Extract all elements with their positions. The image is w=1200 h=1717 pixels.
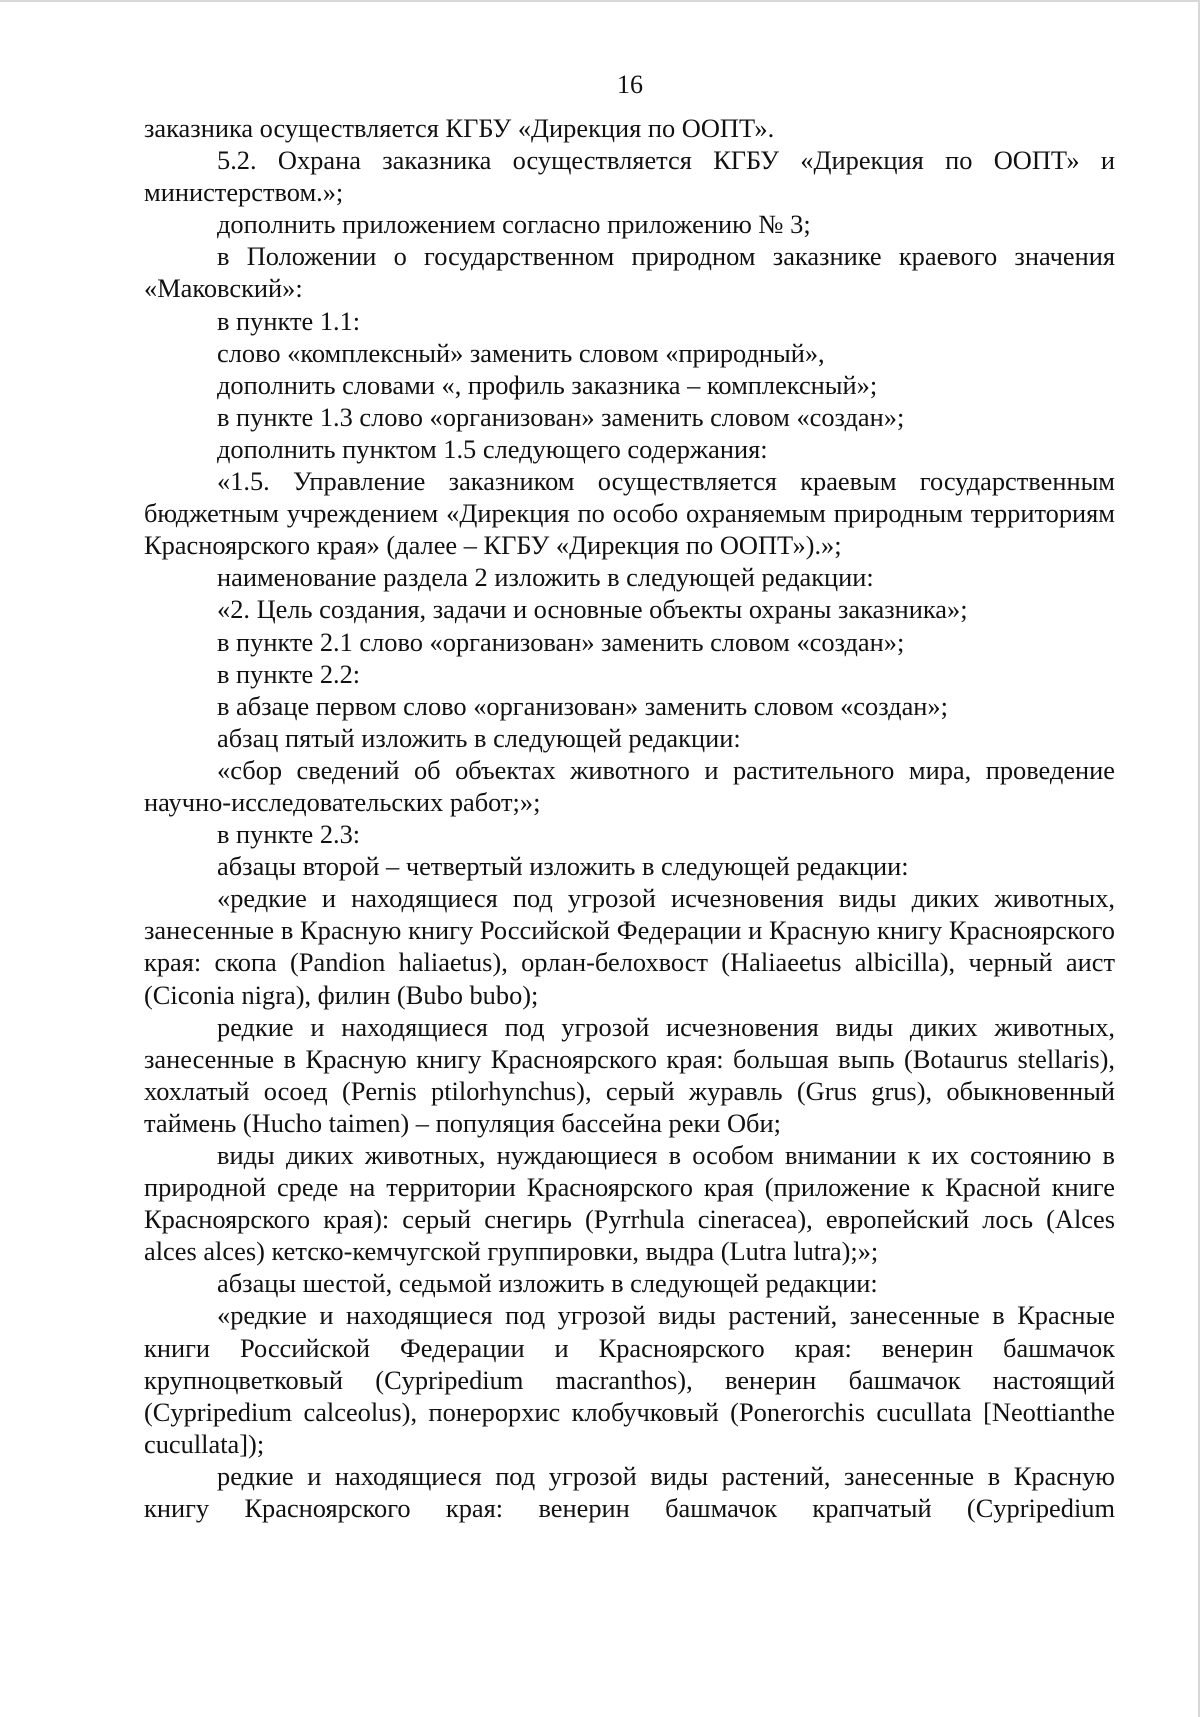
paragraph-5: в пункте 1.1: [217,305,361,336]
paragraph-6: слово «комплексный» заменить словом «природный», [217,337,825,368]
paragraph-8: в пункте 1.3 слово «организован» заменить словом «создан»; [217,401,905,432]
paragraph-14: в пункте 2.2: [217,658,361,689]
paragraph-22: виды диких животных, нуждающиеся в особом внимании к их состоянию в природной среде на территории Красноярского края (приложение к Красной книге Красноярского края): серый снегирь (Pyrrhula cineracea), европейский лось (Alces alces alces) кетско-кемчугской группировки, выдра (Lutra lutra);»; [144,1140,1115,1267]
paragraph-9: дополнить пунктом 1.5 следующего содержания: [217,433,768,464]
paragraph-16: абзац пятый изложить в следующей редакции: [217,722,741,753]
paragraph-19: абзацы второй – четвертый изложить в следующей редакции: [217,851,909,882]
paragraph-3: дополнить приложением согласно приложению № 3; [217,209,811,240]
paragraph-10: «1.5. Управление заказником осуществляется краевым государственным бюджетным учреждением «Дирекция по особо охраняемым природным территориям Красноярского края» (далее – КГБУ «Дирекция по ООПТ»).»; [144,466,1115,561]
paragraph-2: 5.2. Охрана заказника осуществляется КГБУ «Дирекция по ООПТ» и министерством.»; [144,145,1115,208]
scan-edge-top [0,0,1200,2]
paragraph-15: в абзаце первом слово «организован» заменить словом «создан»; [217,690,948,721]
paragraph-24: «редкие и находящиеся под угрозой виды растений, занесенные в Красные книги Российской Федерации и Красноярского края: венерин башмачок крупноцветковый (Cypripedium macranthos), венерин башмачок настоящий (Cypripedium calceolus), понерорхис клобучковый (Ponerorchis cucullata [Neottianthe cucullata]); [144,1300,1115,1459]
paragraph-17: «сбор сведений об объектах животного и растительного мира, проведение научно-исследовательских работ;»; [144,754,1115,817]
paragraph-7: дополнить словами «, профиль заказника – комплексный»; [217,369,878,400]
paragraph-23: абзацы шестой, седьмой изложить в следующей редакции: [217,1268,878,1299]
paragraph-4: в Положении о государственном природном заказнике краевого значения «Маковский»: [144,241,1115,304]
paragraph-25: редкие и находящиеся под угрозой виды растений, занесенные в Красную книгу Красноярского края: венерин башмачок крапчатый (Cypripedium [144,1460,1115,1524]
document-body [144,112,1115,1524]
paragraph-18: в пункте 2.3: [217,819,361,850]
paragraph-1: заказника осуществляется КГБУ «Дирекция по ООПТ». [144,113,775,143]
page-number: 16 [617,70,643,99]
paragraph-13: в пункте 2.1 слово «организован» заменить словом «создан»; [217,626,905,657]
paragraph-11: наименование раздела 2 изложить в следующей редакции: [217,562,874,593]
paragraph-20: «редкие и находящиеся под угрозой исчезновения виды диких животных, занесенные в Красную книгу Российской Федерации и Красную книгу Красноярского края: скопа (Pandion haliaetus), орлан-белохвост (Haliaeetus albicilla), черный аист (Ciconia nigra), филин (Bubo bubo); [144,883,1115,1010]
paragraph-21: редкие и находящиеся под угрозой исчезновения виды диких животных, занесенные в Красную книгу Красноярского края: большая выпь (Botaurus stellaris), хохлатый осоед (Pernis ptilorhynchus), серый журавль (Grus grus), обыкновенный таймень (Hucho taimen) – популяция бассейна реки Оби; [144,1011,1115,1138]
paragraph-12: «2. Цель создания, задачи и основные объекты охраны заказника»; [217,594,968,625]
